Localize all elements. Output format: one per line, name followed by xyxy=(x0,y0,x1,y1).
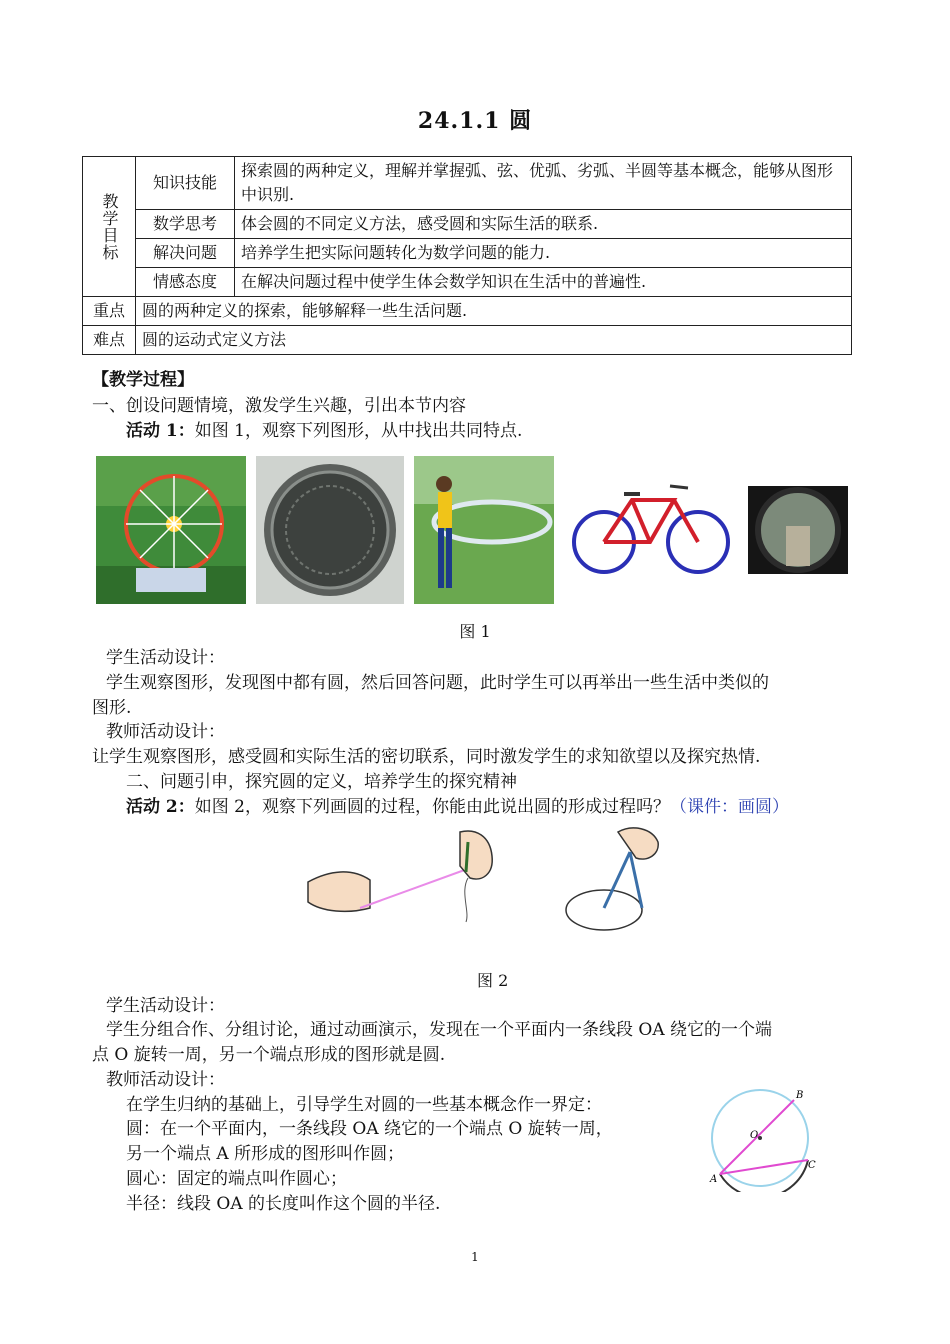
string-drawing-illustration xyxy=(300,822,500,932)
goal-category: 数学思考 xyxy=(136,210,235,239)
circle-diagram xyxy=(696,1082,826,1192)
page-title: 24.1.1 圆 xyxy=(417,108,533,134)
teacher-design-1: 教师活动设计： xyxy=(106,722,225,742)
hula-hoop-photo xyxy=(414,456,554,604)
activity-2-text: 如图 2，观察下列画圆的过程，你能由此说出圆的形成过程吗？ xyxy=(194,797,670,817)
manhole-cover-photo xyxy=(256,456,404,604)
activity-2-label: 活动 2： xyxy=(126,797,195,817)
label-b: B xyxy=(796,1090,804,1101)
goal-text: 在解决问题过程中使学生体会数学知识在生活中的普遍性. xyxy=(235,268,852,297)
section-2-heading: 二、问题引申，探究圆的定义，培养学生的探究精神 xyxy=(126,772,517,792)
teacher-design-2: 教师活动设计： xyxy=(106,1070,225,1090)
bicycle-photo xyxy=(570,456,732,604)
student-text-1a: 学生观察图形，发现图中都有圆，然后回答问题，此时学生可以再举出一些生活中类似的 xyxy=(106,673,769,693)
objectives-table xyxy=(82,156,852,355)
section-1-heading: 一、创设问题情境，激发学生兴趣，引出本节内容 xyxy=(92,396,466,416)
student-text-2b: 点 O 旋转一周，另一个端点形成的图形就是圆. xyxy=(92,1045,446,1065)
label-a: A xyxy=(710,1174,718,1185)
hard-text: 圆的运动式定义方法 xyxy=(136,326,852,355)
activity-1-label: 活动 1： xyxy=(126,421,195,441)
activity-2 xyxy=(126,795,789,819)
student-text-2a: 学生分组合作、分组讨论，通过动画演示，发现在一个平面内一条线段 OA 绕它的一个端 xyxy=(106,1020,773,1040)
figure-1-caption: 图 1 xyxy=(459,622,491,641)
definition-center: 圆心：固定的端点叫作圆心； xyxy=(126,1169,347,1189)
table-row xyxy=(83,297,852,326)
activity-1 xyxy=(126,419,522,443)
goal-text: 探索圆的两种定义，理解并掌握弧、弦、优弧、劣弧、半圆等基本概念，能够从图形中识别. xyxy=(235,157,852,210)
label-c: C xyxy=(808,1160,816,1171)
courseware-link[interactable]: （课件：画圆） xyxy=(669,797,789,817)
label-o: O xyxy=(750,1130,759,1141)
table-row xyxy=(83,157,852,210)
definition-circle-a: 圆：在一个平面内，一条线段 OA 绕它的一个端点 O 旋转一周， xyxy=(126,1119,613,1139)
student-design-1: 学生活动设计： xyxy=(106,648,225,668)
table-row xyxy=(83,239,852,268)
definition-circle-b: 另一个端点 A 所形成的图形叫作圆； xyxy=(126,1144,405,1164)
goal-category: 情感态度 xyxy=(136,268,235,297)
hard-label: 难点 xyxy=(83,326,136,355)
goal-text: 培养学生把实际问题转化为数学问题的能力. xyxy=(235,239,852,268)
figure-2-caption: 图 2 xyxy=(477,971,509,990)
teacher-text-2: 在学生归纳的基础上，引导学生对圆的一些基本概念作一界定： xyxy=(126,1095,602,1115)
round-doorway-photo xyxy=(748,456,848,604)
key-label: 重点 xyxy=(83,297,136,326)
table-row xyxy=(83,326,852,355)
goal-category: 解决问题 xyxy=(136,239,235,268)
table-row xyxy=(83,210,852,239)
activity-1-text: 如图 1，观察下列图形，从中找出共同特点. xyxy=(194,421,523,441)
key-text: 圆的两种定义的探索，能够解释一些生活问题. xyxy=(136,297,852,326)
teacher-text-1: 让学生观察图形，感受圆和实际生活的密切联系，同时激发学生的求知欲望以及探究热情. xyxy=(92,747,761,767)
definition-radius: 半径：线段 OA 的长度叫作这个圆的半径. xyxy=(126,1194,441,1214)
process-heading: 【教学过程】 xyxy=(92,370,194,390)
goal-category: 知识技能 xyxy=(136,157,235,210)
goals-label: 教学目标 xyxy=(83,157,136,297)
student-design-2: 学生活动设计： xyxy=(106,996,225,1016)
student-text-1b: 图形. xyxy=(92,698,132,718)
table-row xyxy=(83,268,852,297)
compass-drawing-illustration xyxy=(560,822,685,934)
ferris-wheel-photo xyxy=(96,456,246,604)
page-number: 1 xyxy=(471,1250,479,1264)
goal-text: 体会圆的不同定义方法，感受圆和实际生活的联系. xyxy=(235,210,852,239)
